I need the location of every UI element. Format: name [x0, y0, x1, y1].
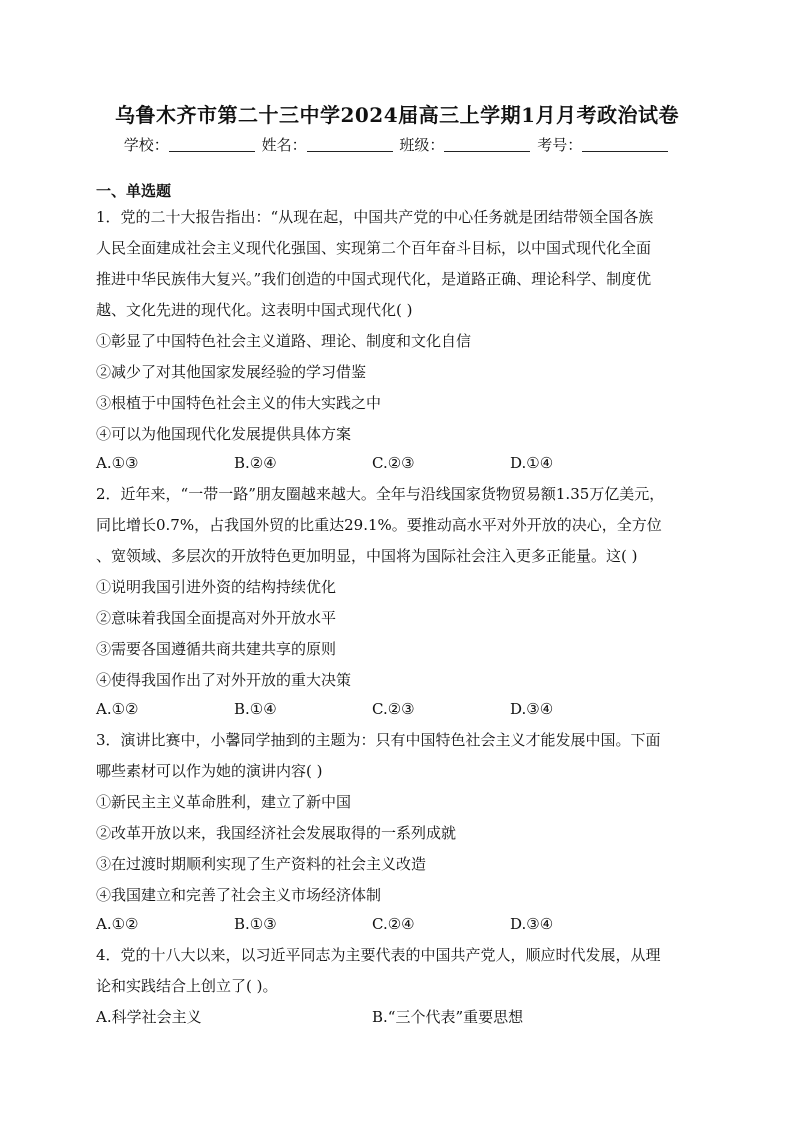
question-2-statement: ④使得我国作出了对外开放的重大决策 [96, 671, 352, 689]
question-1-option-d[interactable]: D.①④ [510, 454, 554, 472]
question-1-line: 越、文化先进的现代化。这表明中国式现代化( ) [96, 301, 413, 319]
question-2-option-a[interactable]: A.①② [96, 700, 139, 718]
school-label: 学校： [123, 136, 169, 154]
class-label: 班级： [399, 136, 445, 154]
page-title: 乌鲁木齐市第二十三中学2024届高三上学期1月月考政治试卷 [114, 103, 680, 127]
question-1-line: 推进中华民族伟大复兴。”我们创造的中国式现代化，是道路正确、理论科学、制度优 [96, 270, 652, 288]
question-1-statement: ①彰显了中国特色社会主义道路、理论、制度和文化自信 [96, 332, 472, 350]
question-3-statement: ①新民主主义革命胜利，建立了新中国 [96, 793, 352, 811]
question-3-statement: ②改革开放以来，我国经济社会发展取得的一系列成就 [96, 824, 457, 842]
name-field[interactable] [307, 135, 393, 152]
question-2-option-c[interactable]: C.②③ [372, 700, 415, 718]
question-3-line: 3．演讲比赛中，小馨同学抽到的主题为：只有中国特色社会主义才能发展中国。下面 [96, 731, 661, 749]
student-info-row [0, 134, 794, 155]
question-3-option-d[interactable]: D.③④ [510, 915, 554, 933]
question-1-option-b[interactable]: B.②④ [234, 454, 277, 472]
number-label: 考号： [537, 136, 583, 154]
question-2-option-d[interactable]: D.③④ [510, 700, 554, 718]
question-2-line: 2．近年来，“一带一路”朋友圈越来越大。全年与沿线国家货物贸易额1.35万亿美元， [96, 485, 665, 503]
question-4-option-a[interactable]: A.科学社会主义 [96, 1008, 202, 1026]
school-field[interactable] [169, 135, 255, 152]
question-4-line: 4．党的十八大以来，以习近平同志为主要代表的中国共产党人，顺应时代发展，从理 [96, 946, 661, 964]
question-2-option-b[interactable]: B.①④ [234, 700, 277, 718]
question-1-statement: ②减少了对其他国家发展经验的学习借鉴 [96, 363, 367, 381]
question-3-option-c[interactable]: C.②④ [372, 915, 415, 933]
name-label: 姓名： [261, 136, 307, 154]
question-2-statement: ②意味着我国全面提高对外开放水平 [96, 609, 337, 627]
question-3-statement: ④我国建立和完善了社会主义市场经济体制 [96, 886, 382, 904]
question-2-statement: ③需要各国遵循共商共建共享的原则 [96, 640, 337, 658]
question-3-option-a[interactable]: A.①② [96, 915, 139, 933]
question-2-line: 、宽领域、多层次的开放特色更加明显，中国将为国际社会注入更多正能量。这( ) [96, 547, 638, 565]
question-2-statement: ①说明我国引进外资的结构持续优化 [96, 578, 337, 596]
question-1-option-a[interactable]: A.①③ [96, 454, 139, 472]
question-3-option-b[interactable]: B.①③ [234, 915, 277, 933]
question-1-statement: ③根植于中国特色社会主义的伟大实践之中 [96, 394, 382, 412]
class-field[interactable] [444, 135, 530, 152]
question-1-statement: ④可以为他国现代化发展提供具体方案 [96, 425, 352, 443]
question-3-line: 哪些素材可以作为她的演讲内容( ) [96, 762, 323, 780]
question-1-option-c[interactable]: C.②③ [372, 454, 415, 472]
question-2-line: 同比增长0.7%，占我国外贸的比重达29.1%。要推动高水平对外开放的决心，全方位 [96, 516, 662, 534]
question-1-line: 1．党的二十大报告指出：“从现在起，中国共产党的中心任务就是团结带领全国各族 [96, 208, 654, 226]
question-4-line: 论和实践结合上创立了( )。 [96, 977, 278, 995]
section-title: 一、单选题 [96, 182, 172, 200]
number-field[interactable] [582, 135, 668, 152]
question-4-option-b[interactable]: B.“三个代表”重要思想 [372, 1008, 524, 1026]
question-1-line: 人民全面建成社会主义现代化强国、实现第二个百年奋斗目标，以中国式现代化全面 [96, 239, 652, 257]
question-3-statement: ③在过渡时期顺利实现了生产资料的社会主义改造 [96, 855, 427, 873]
